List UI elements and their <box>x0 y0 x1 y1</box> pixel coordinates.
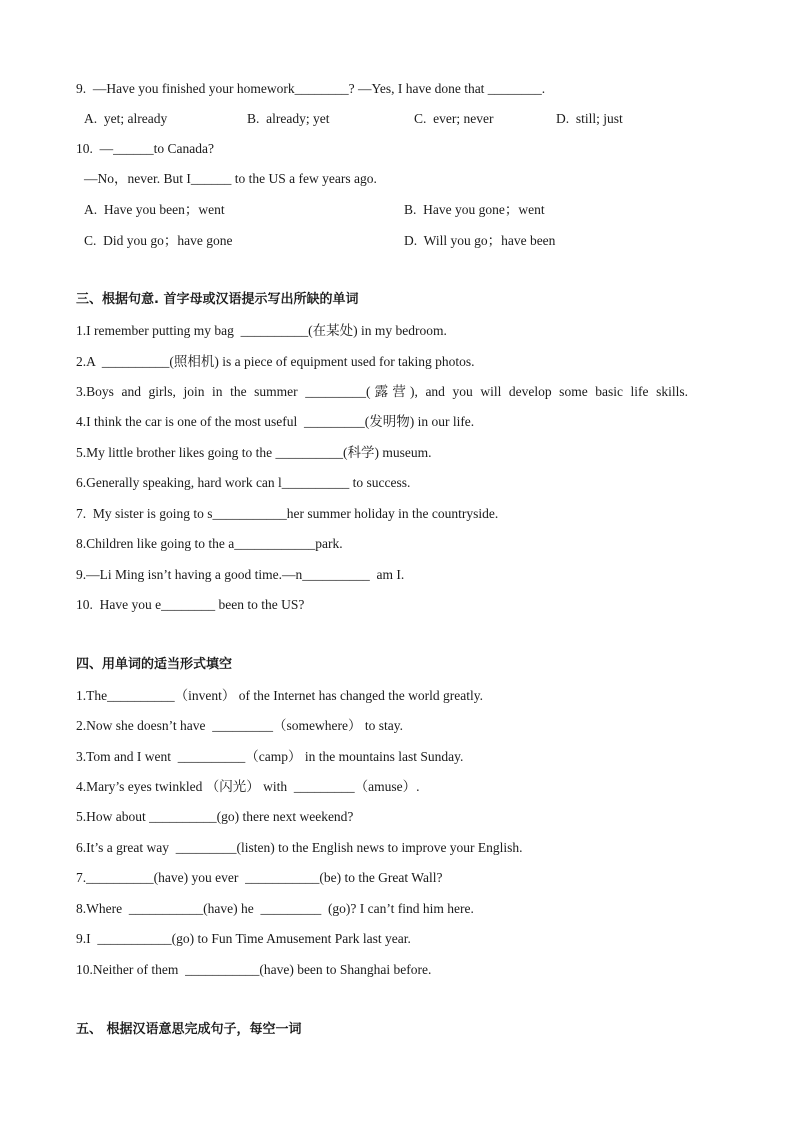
section-5-heading: 五、 根据汉语意思完成句子，每空一词 <box>76 1022 302 1037</box>
section-3-item: 5.My little brother likes going to the __________(科学) museum. <box>76 445 432 460</box>
section-4-item: 8.Where ___________(have) he _________ (go)? I can’t find him here. <box>76 901 474 916</box>
question-10-option-c: C. Did you go；have gone <box>84 233 233 248</box>
section-3-item: 3.Boys and girls, join in the summer _________(露营), and you will develop some basic life skills. <box>76 384 688 399</box>
question-10-option-b: B. Have you gone；went <box>404 202 545 217</box>
section-4-item: 5.How about __________(go) there next weekend? <box>76 809 354 824</box>
section-4-item: 7.__________(have) you ever ___________(be) to the Great Wall? <box>76 870 443 885</box>
question-9-option-d: D. still; just <box>556 111 623 126</box>
section-4-item: 9.I ___________(go) to Fun Time Amusement Park last year. <box>76 931 411 946</box>
section-3-heading: 三、根据句意. 首字母或汉语提示写出所缺的单词 <box>76 292 359 307</box>
section-3-item: 9.—Li Ming isn’t having a good time.—n__________ am I. <box>76 567 405 582</box>
section-4-heading: 四、用单词的适当形式填空 <box>76 657 233 672</box>
section-4-item: 2.Now she doesn’t have _________（somewhere） to stay. <box>76 718 403 733</box>
section-4-item: 6.It’s a great way _________(listen) to the English news to improve your English. <box>76 840 523 855</box>
question-10-option-d: D. Will you go；have been <box>404 233 556 248</box>
section-3-item: 7. My sister is going to s___________her summer holiday in the countryside. <box>76 506 499 521</box>
section-4-item: 4.Mary’s eyes twinkled （闪光） with _________（amuse）. <box>76 779 420 794</box>
question-9-stem: 9. —Have you finished your homework________? —Yes, I have done that ________. <box>76 81 546 96</box>
question-9-option-b: B. already; yet <box>247 111 330 126</box>
section-3-item: 10. Have you e________ been to the US? <box>76 597 305 612</box>
section-4-item: 3.Tom and I went __________（camp） in the mountains last Sunday. <box>76 749 464 764</box>
question-10-option-a: A. Have you been；went <box>84 202 225 217</box>
section-4-item: 1.The__________（invent） of the Internet has changed the world greatly. <box>76 688 484 703</box>
section-3-item: 2.A __________(照相机) is a piece of equipment used for taking photos. <box>76 354 475 369</box>
section-3-item: 8.Children like going to the a____________park. <box>76 536 343 551</box>
question-10-reply: —No，never. But I______ to the US a few years ago. <box>84 171 377 186</box>
section-3-item: 1.I remember putting my bag __________(在某处) in my bedroom. <box>76 323 447 338</box>
question-10-stem: 10. —______to Canada? <box>76 141 214 156</box>
question-9-option-c: C. ever; never <box>414 111 494 126</box>
section-4-item: 10.Neither of them ___________(have) been to Shanghai before. <box>76 962 432 977</box>
section-3-item: 4.I think the car is one of the most useful _________(发明物) in our life. <box>76 414 475 429</box>
section-3-item: 6.Generally speaking, hard work can l__________ to success. <box>76 475 411 490</box>
question-9-option-a: A. yet; already <box>84 111 168 126</box>
